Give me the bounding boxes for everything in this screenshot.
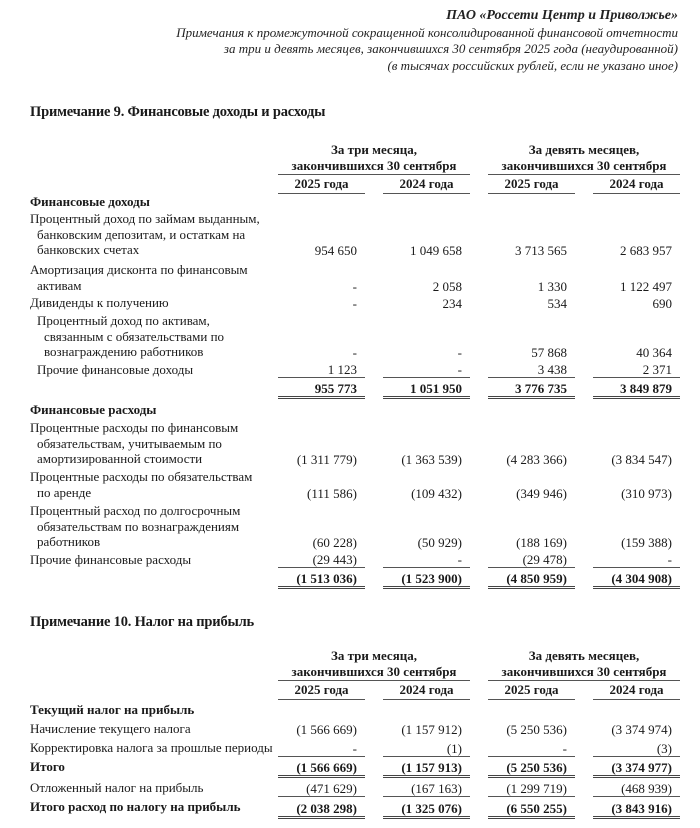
table-row <box>0 295 700 311</box>
note10-group-nine-months <box>488 648 680 681</box>
cell-value: - <box>352 344 357 360</box>
cell-value: 1 123 <box>278 362 365 379</box>
cell-value: 1 122 497 <box>620 278 672 294</box>
table-row <box>0 313 700 360</box>
total-row <box>0 799 700 819</box>
total-value: (3 843 916) <box>593 801 680 820</box>
total-value: (1 566 669) <box>278 760 365 779</box>
financial-income-heading: Финансовые доходы <box>30 194 150 209</box>
cell-value: (349 946) <box>516 485 567 501</box>
cell-value: - <box>457 344 462 360</box>
row-label: Отложенный налог на прибыль <box>30 780 204 795</box>
label-line: Амортизация дисконта по финансовым <box>30 262 248 277</box>
cell-value: - <box>593 552 680 569</box>
cell-value: (60 228) <box>312 534 357 550</box>
row-label <box>37 362 287 378</box>
cell-value: 3 438 <box>488 362 575 379</box>
cell-value: 2 371 <box>593 362 680 379</box>
cell-value: (310 973) <box>621 485 672 501</box>
group-line: закончившихся 30 сентября <box>291 157 457 173</box>
cell-value: 3 713 565 <box>515 242 567 258</box>
header-line-3: (в тысячах российских рублей, если не указано иное) <box>387 57 678 73</box>
label-line: Прочие финансовые расходы <box>30 552 192 567</box>
group-line: закончившихся 30 сентября <box>501 157 667 173</box>
label-line: Прочие финансовые доходы <box>37 362 194 377</box>
total-value: 3 849 879 <box>593 381 680 400</box>
group-line: За девять месяцев, <box>528 142 640 157</box>
total-value: (4 304 908) <box>593 571 680 590</box>
total-value: (1 523 900) <box>383 571 470 590</box>
header-line-1: Примечания к промежуточной сокращенной консолидированной финансовой отчетности <box>176 24 678 40</box>
total-value: 955 773 <box>278 381 365 400</box>
row-label <box>30 552 280 568</box>
group-line: закончившихся 30 сентября <box>291 663 457 679</box>
label-line: Процентный расход по долгосрочным <box>30 503 241 518</box>
group-line: За три месяца, <box>331 142 417 157</box>
row-label <box>30 295 280 311</box>
cell-value: (3) <box>593 741 680 758</box>
total-value: (1 157 913) <box>383 760 470 779</box>
cell-value: - <box>352 295 357 311</box>
label-line: Процентные расходы по обязательствам <box>30 469 253 484</box>
table-row <box>0 211 700 258</box>
row-label <box>37 313 287 360</box>
note9-year-col-4: 2024 года <box>593 176 680 194</box>
company-name: ПАО «Россети Центр и Приволжье» <box>446 8 678 23</box>
note9-year-col-2: 2024 года <box>383 176 470 194</box>
label-line: работников <box>37 534 101 549</box>
note10-year-col-3: 2025 года <box>488 682 575 700</box>
total-value: (2 038 298) <box>278 801 365 820</box>
header-line-2: за три и девять месяцев, закончившихся 30 сентября 2025 года (неаудированной) <box>223 41 678 56</box>
row-label: Итого расход по налогу на прибыль <box>30 799 241 814</box>
financial-expenses-heading: Финансовые расходы <box>30 402 157 417</box>
cell-value: (3 834 547) <box>611 451 672 467</box>
total-value: 3 776 735 <box>488 381 575 400</box>
total-value: (6 550 255) <box>488 801 575 820</box>
cell-value: - <box>383 552 470 569</box>
label-line: Процентный доход по активам, <box>37 313 210 328</box>
table-row <box>0 721 700 737</box>
cell-value: 234 <box>442 295 462 311</box>
document-header <box>176 8 678 74</box>
table-row <box>0 740 700 757</box>
table-row <box>0 262 700 294</box>
cell-value: 1 049 658 <box>410 242 462 258</box>
cell-value: (5 250 536) <box>506 721 567 737</box>
cell-value: (4 283 366) <box>506 451 567 467</box>
note-10-title: Примечание 10. Налог на прибыль <box>30 614 255 630</box>
section-heading <box>0 194 700 210</box>
row-label <box>30 503 280 550</box>
label-line: Процентные расходы по финансовым <box>30 420 239 435</box>
cell-value: - <box>278 741 365 758</box>
row-label <box>30 420 280 467</box>
label-line: банковских счетах <box>37 242 140 257</box>
row-label <box>30 262 280 293</box>
label-line: амортизированной стоимости <box>37 451 203 466</box>
row-label <box>30 469 280 500</box>
cell-value: (29 443) <box>278 552 365 569</box>
label-line: вознаграждению работников <box>44 344 204 359</box>
cell-value: (29 478) <box>488 552 575 569</box>
cell-value: (1 566 669) <box>296 721 357 737</box>
total-value: (1 325 076) <box>383 801 470 820</box>
note9-year-col-1: 2025 года <box>278 176 365 194</box>
cell-value: (1 311 779) <box>296 451 357 467</box>
table-row <box>0 420 700 467</box>
cell-value: - <box>352 278 357 294</box>
cell-value: (3 374 974) <box>611 721 672 737</box>
label-line: Процентный доход по займам выданным, <box>30 211 260 226</box>
cell-value: 57 868 <box>531 344 567 360</box>
section-heading <box>0 702 700 718</box>
cell-value: 2 683 957 <box>620 242 672 258</box>
total-row <box>0 570 700 589</box>
cell-value: 2 058 <box>432 278 462 294</box>
label-line: активам <box>37 277 82 293</box>
cell-value: 1 330 <box>537 278 567 294</box>
group-line: закончившихся 30 сентября <box>501 663 667 679</box>
label-line: обязательствам, учитываемым по <box>37 435 222 451</box>
subtotal-row <box>0 759 700 778</box>
cell-value: (1) <box>383 741 470 758</box>
table-row <box>0 552 700 568</box>
current-tax-heading: Текущий налог на прибыль <box>30 702 195 717</box>
label-line: обязательствам по вознаграждениям <box>37 518 240 534</box>
label-line: по аренде <box>37 484 92 500</box>
table-row <box>0 362 700 378</box>
table-row <box>0 780 700 797</box>
cell-value: (471 629) <box>278 781 365 798</box>
group-line: За девять месяцев, <box>528 648 640 663</box>
note10-group-three-months <box>278 648 470 681</box>
table-row <box>0 503 700 550</box>
cell-value: (167 163) <box>383 781 470 798</box>
table-row <box>0 469 700 501</box>
cell-value: (468 939) <box>593 781 680 798</box>
note10-year-col-1: 2025 года <box>278 682 365 700</box>
note-9-title: Примечание 9. Финансовые доходы и расходы <box>30 104 326 120</box>
cell-value: (50 929) <box>417 534 462 550</box>
cell-value: (109 432) <box>411 485 462 501</box>
total-value: (5 250 536) <box>488 760 575 779</box>
note10-year-col-2: 2024 года <box>383 682 470 700</box>
section-heading <box>0 402 700 418</box>
cell-value: 40 364 <box>636 344 672 360</box>
total-row <box>0 380 700 399</box>
row-label: Начисление текущего налога <box>30 721 191 736</box>
cell-value: - <box>488 741 575 758</box>
label-line: Дивиденды к получению <box>30 295 169 310</box>
total-value: (1 513 036) <box>278 571 365 590</box>
cell-value: 690 <box>652 295 672 311</box>
label-line: связанным с обязательствами по <box>44 328 225 344</box>
cell-value: (1 157 912) <box>401 721 462 737</box>
cell-value: (1 299 719) <box>488 781 575 798</box>
cell-value: - <box>383 362 470 379</box>
cell-value: (188 169) <box>516 534 567 550</box>
note9-group-three-months <box>278 142 470 175</box>
group-line: За три месяца, <box>331 648 417 663</box>
total-value: (3 374 977) <box>593 760 680 779</box>
row-label: Итого <box>30 759 65 774</box>
note10-year-col-4: 2024 года <box>593 682 680 700</box>
total-value: (4 850 959) <box>488 571 575 590</box>
label-line: банковским депозитам, и остаткам на <box>37 226 246 242</box>
note9-group-nine-months <box>488 142 680 175</box>
cell-value: 534 <box>547 295 567 311</box>
cell-value: 954 650 <box>314 242 357 258</box>
note9-year-col-3: 2025 года <box>488 176 575 194</box>
cell-value: (1 363 539) <box>401 451 462 467</box>
cell-value: (159 388) <box>621 534 672 550</box>
row-label: Корректировка налога за прошлые периоды <box>30 740 273 755</box>
cell-value: (111 586) <box>307 485 357 501</box>
total-value: 1 051 950 <box>383 381 470 400</box>
row-label <box>30 211 280 258</box>
